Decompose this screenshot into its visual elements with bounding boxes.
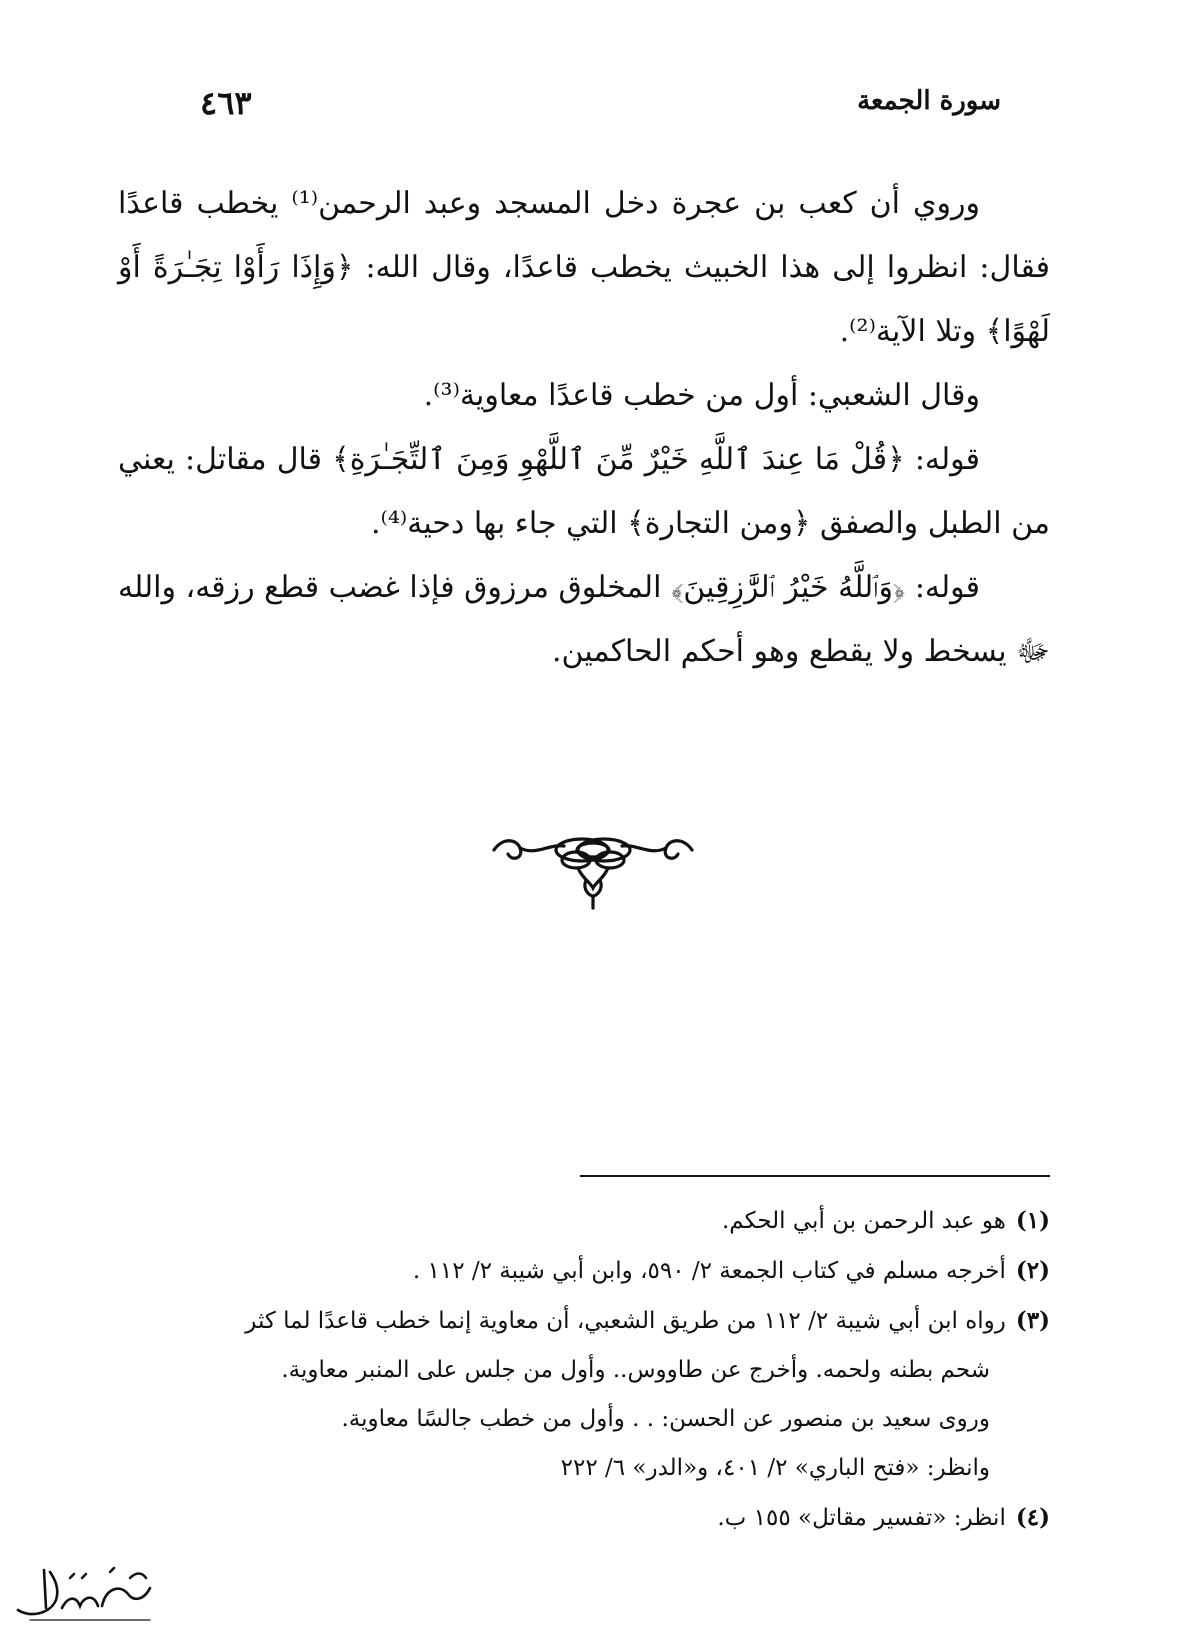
footnote-text: رواه ابن أبي شيبة ٢/ ١١٢ من طريق الشعبي، أن معاوية إنما خطب قاعدًا لما كثر bbox=[245, 1308, 1006, 1334]
paragraph-2: وقال الشعبي: أول من خطب قاعدًا معاوية⁽³⁾. bbox=[423, 378, 980, 413]
footnote-text: هو عبد الرحمن بن أبي الحكم. bbox=[722, 1208, 1006, 1234]
footnote-number: (١) bbox=[1015, 1207, 1050, 1234]
main-text bbox=[118, 172, 1050, 684]
paragraph-4: قوله: ﴿وَٱللَّهُ خَيْرُ ٱلرَّٰزِقِينَ﴾ المخلوق مرزوق فإذا غضب قطع رزقه، والله ﷻ يسخط ولا يقطع وهو أحكم الحاكمين. bbox=[118, 570, 1050, 669]
footnote-2 bbox=[118, 1246, 1050, 1296]
footnotes bbox=[118, 1196, 1050, 1543]
footnote-4 bbox=[118, 1493, 1050, 1543]
footnote-number: (٤) bbox=[1015, 1504, 1050, 1531]
section-end-ornament bbox=[486, 830, 700, 914]
footnote-divider bbox=[580, 1175, 1050, 1177]
footnote-number: (٣) bbox=[1015, 1307, 1050, 1334]
surah-title: سورة الجمعة bbox=[857, 86, 1001, 116]
footnote-text: أخرجه مسلم في كتاب الجمعة ٢/ ٥٩٠، وابن أبي شيبة ٢/ ١١٢ . bbox=[412, 1258, 1006, 1284]
page-number: ٤٦٣ bbox=[200, 84, 252, 122]
library-stamp-logo bbox=[10, 1548, 160, 1628]
footnote-3-line-4: وانظر: «فتح الباري» ٢/ ٤٠١، و«الدر» ٦/ ٢٢٢ bbox=[560, 1455, 990, 1481]
footnote-3 bbox=[118, 1296, 1050, 1346]
paragraph-1: وروي أن كعب بن عجرة دخل المسجد وعبد الرحمن⁽¹⁾ يخطب قاعدًا فقال: انظروا إلى هذا الخبيث يخطب قاعدًا، وقال الله: ﴿وَإِذَا رَأَوْا تِجَـٰرَةً أَوْ لَهْوًا﴾ وتلا الآية⁽²⁾. bbox=[118, 186, 1050, 349]
footnote-3-line-3: وروى سعيد بن منصور عن الحسن: . . وأول من خطب جالسًا معاوية. bbox=[341, 1406, 990, 1432]
footnote-number: (٢) bbox=[1015, 1257, 1050, 1284]
footnote-3-line-2: شحم بطنه ولحمه. وأخرج عن طاووس.. وأول من جلس على المنبر معاوية. bbox=[281, 1357, 990, 1383]
paragraph-3: قوله: ﴿قُلْ مَا عِندَ ٱللَّهِ خَيْرٌ مِّنَ ٱللَّهْوِ وَمِنَ ٱلتِّجَـٰرَةِ﴾ قال مقاتل: يعني من الطبل والصفق ﴿ومن التجارة﴾ التي جاء بها دحية⁽⁴⁾. bbox=[118, 442, 1050, 541]
footnote-1 bbox=[118, 1196, 1050, 1246]
footnote-text: انظر: «تفسير مقاتل» ١٥٥ ب. bbox=[717, 1505, 1006, 1531]
